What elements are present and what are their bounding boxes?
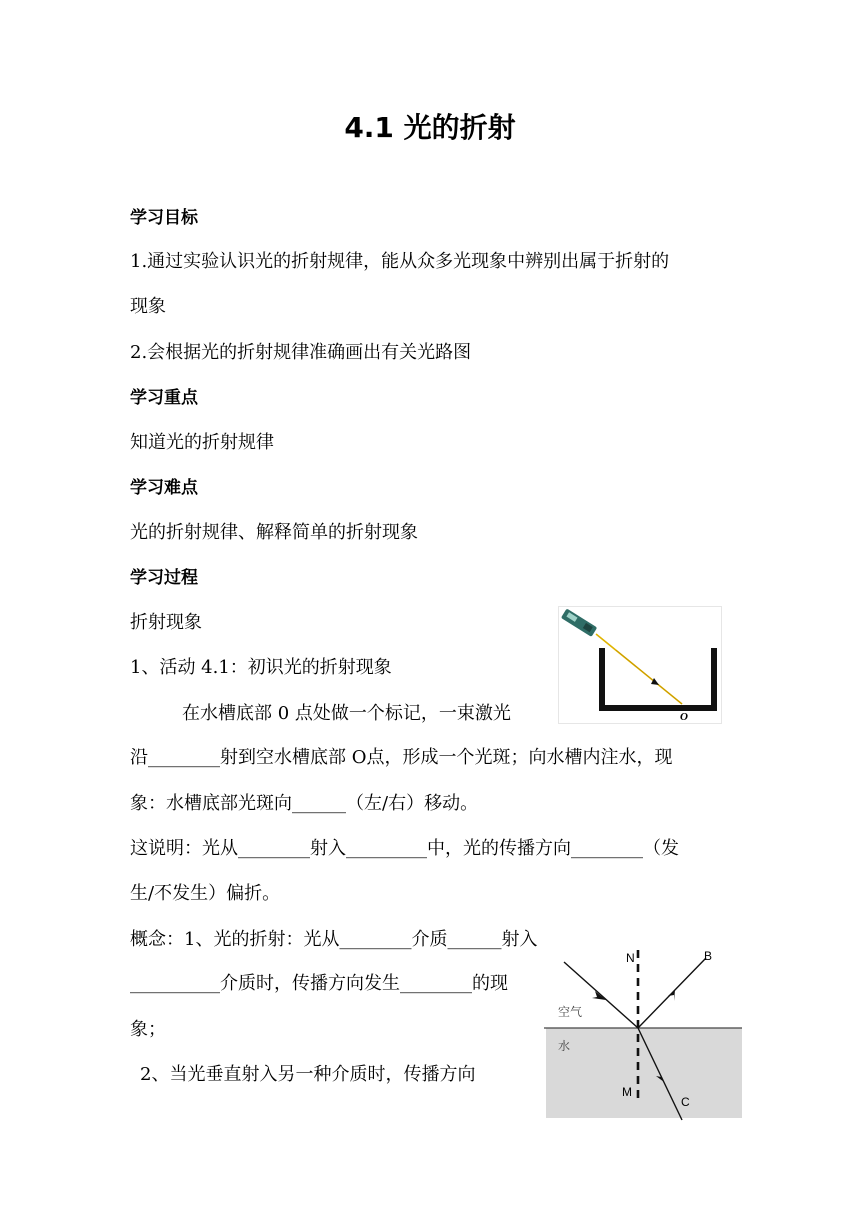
focus-heading: 学习重点 <box>130 388 198 408</box>
goal-item-2: 2.会根据光的折射规律准确画出有关光路图 <box>130 342 472 363</box>
label-n: N <box>626 951 635 965</box>
activity-para-line-1: 在水槽底部 0 点处做一个标记，一束激光 <box>182 703 511 724</box>
activity-title: 1、活动 4.1：初识光的折射现象 <box>130 657 392 678</box>
label-c: C <box>681 1095 690 1109</box>
process-heading: 学习过程 <box>130 568 198 588</box>
explain-line-1: 这说明：光从________射入_________中，光的传播方向________（发 <box>130 838 679 859</box>
label-b: B <box>704 949 713 963</box>
concept-item-2: 2、当光垂直射入另一种介质时，传播方向 <box>140 1064 476 1085</box>
concept-line-1: 概念：1、光的折射：光从________介质______射入 <box>130 929 538 950</box>
label-m: M <box>622 1085 632 1099</box>
reflected-arrow-icon <box>668 990 675 1001</box>
activity-para-line-2: 沿________射到空水槽底部 O点，形成一个光斑；向水槽内注水，现 <box>130 747 673 768</box>
concept-line-3: 象； <box>130 1019 166 1040</box>
goals-heading: 学习目标 <box>130 208 198 228</box>
focus-text: 知道光的折射规律 <box>130 432 274 453</box>
explain-line-2: 生/不发生）偏折。 <box>130 883 281 904</box>
process-subheading: 折射现象 <box>130 612 202 633</box>
label-water: 水 <box>558 1039 571 1053</box>
difficulty-text: 光的折射规律、解释简单的折射现象 <box>130 522 418 543</box>
difficulty-heading: 学习难点 <box>130 478 198 498</box>
refraction-diagram <box>544 944 744 1124</box>
laser-tank-figure <box>558 606 722 724</box>
concept-line-2: __________介质时，传播方向发生________的现 <box>130 973 508 994</box>
label-air: 空气 <box>558 1005 583 1019</box>
goal-item-1-line-2: 现象 <box>130 296 166 317</box>
goal-item-1-line-1: 1.通过实验认识光的折射规律，能从众多光现象中辨别出属于折射的 <box>130 251 670 272</box>
point-o-label: O <box>680 711 688 723</box>
page-title: 4.1 光的折射 <box>344 111 516 144</box>
activity-para-line-3: 象：水槽底部光斑向______（左/右）移动。 <box>130 793 479 814</box>
